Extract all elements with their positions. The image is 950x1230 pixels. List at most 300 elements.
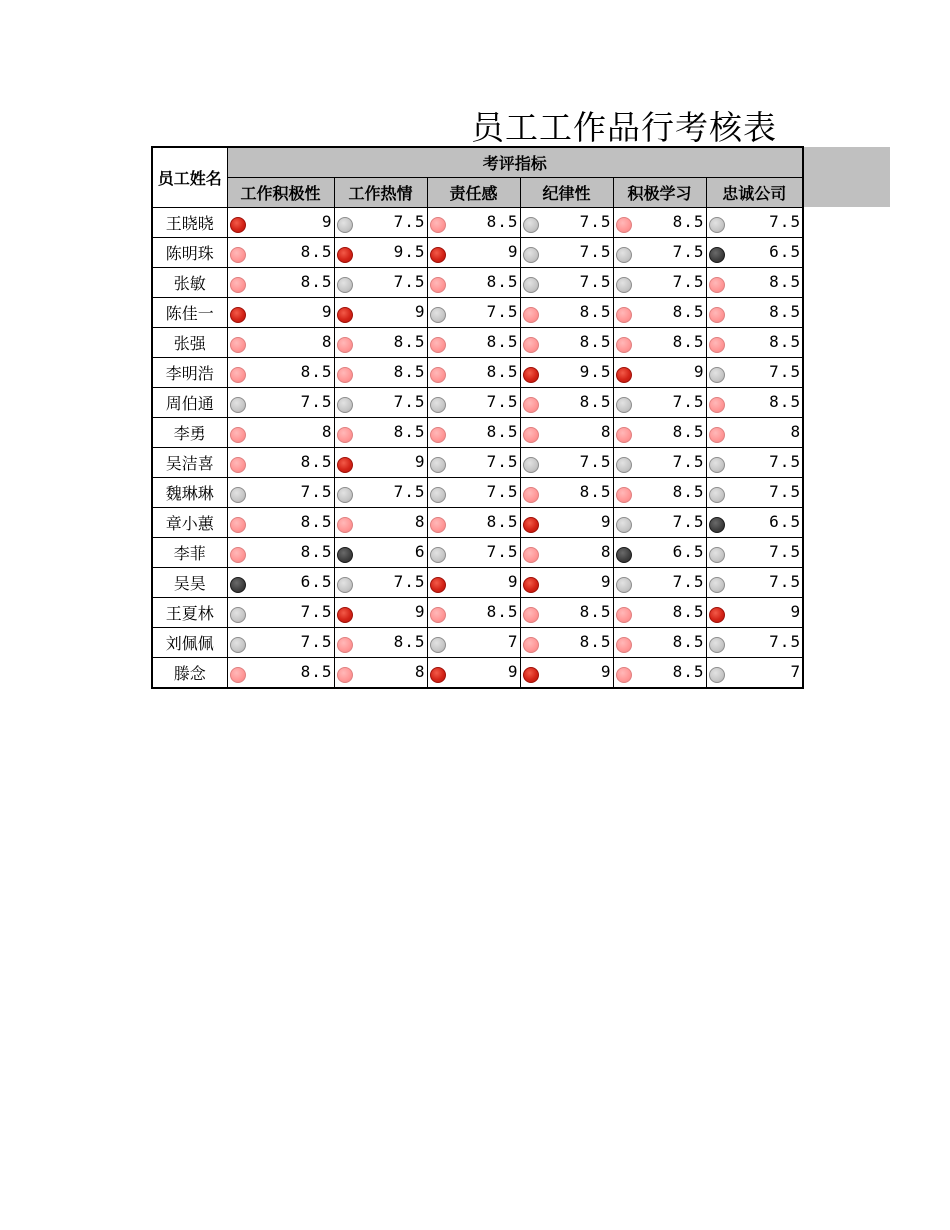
employee-name-cell[interactable]: 陈明珠 xyxy=(152,238,227,268)
score-value: 7.5 xyxy=(393,482,426,501)
score-cell[interactable] xyxy=(613,298,706,328)
score-cell[interactable] xyxy=(427,478,520,508)
score-cell[interactable] xyxy=(706,358,803,388)
rating-circle-icon xyxy=(430,547,446,563)
score-cell[interactable] xyxy=(334,358,427,388)
score-cell[interactable] xyxy=(227,628,334,658)
score-value: 7.5 xyxy=(579,452,612,471)
rating-circle-icon xyxy=(616,487,632,503)
score-cell[interactable] xyxy=(427,238,520,268)
score-value: 7.5 xyxy=(769,632,802,651)
criteria-column-header[interactable]: 工作积极性 xyxy=(227,178,334,208)
score-cell[interactable] xyxy=(706,658,803,689)
score-value: 8.5 xyxy=(393,422,426,441)
rating-circle-icon xyxy=(430,307,446,323)
table-row xyxy=(152,478,803,508)
rating-circle-icon xyxy=(523,487,539,503)
rating-circle-icon xyxy=(337,637,353,653)
employee-name-cell[interactable]: 刘佩佩 xyxy=(152,628,227,658)
table-row xyxy=(152,298,803,328)
score-value: 9 xyxy=(600,512,612,531)
score-value: 8.5 xyxy=(769,302,802,321)
score-cell[interactable] xyxy=(706,448,803,478)
score-cell[interactable] xyxy=(613,268,706,298)
score-cell[interactable] xyxy=(427,208,520,238)
rating-circle-icon xyxy=(616,667,632,683)
score-cell[interactable] xyxy=(706,568,803,598)
rating-circle-icon xyxy=(230,607,246,623)
rating-circle-icon xyxy=(616,517,632,533)
score-value: 8.5 xyxy=(300,512,333,531)
score-cell[interactable] xyxy=(706,388,803,418)
employee-name-cell[interactable]: 吴洁喜 xyxy=(152,448,227,478)
rating-circle-icon xyxy=(230,247,246,263)
score-value: 8.5 xyxy=(486,362,519,381)
score-value: 9 xyxy=(600,662,612,681)
score-cell[interactable] xyxy=(427,598,520,628)
score-value: 8.5 xyxy=(672,302,705,321)
rating-circle-icon xyxy=(337,607,353,623)
score-cell[interactable] xyxy=(520,358,613,388)
rating-circle-icon xyxy=(523,517,539,533)
score-cell[interactable] xyxy=(613,358,706,388)
score-value: 8.5 xyxy=(672,632,705,651)
score-value: 9 xyxy=(507,242,519,261)
criteria-column-header[interactable]: 积极学习 xyxy=(613,178,706,208)
employee-name-cell[interactable]: 张强 xyxy=(152,328,227,358)
score-cell[interactable] xyxy=(227,448,334,478)
rating-circle-icon xyxy=(430,277,446,293)
rating-circle-icon xyxy=(337,457,353,473)
rating-circle-icon xyxy=(430,607,446,623)
table-row xyxy=(152,628,803,658)
rating-circle-icon xyxy=(430,367,446,383)
rating-circle-icon xyxy=(230,517,246,533)
score-value: 7.5 xyxy=(486,452,519,471)
rating-circle-icon xyxy=(709,397,725,413)
score-cell[interactable] xyxy=(706,268,803,298)
rating-circle-icon xyxy=(230,547,246,563)
score-cell[interactable] xyxy=(334,298,427,328)
rating-circle-icon xyxy=(230,397,246,413)
score-value: 7.5 xyxy=(672,572,705,591)
score-cell[interactable] xyxy=(334,418,427,448)
score-value: 9 xyxy=(790,602,802,621)
score-cell[interactable] xyxy=(613,418,706,448)
score-value: 7.5 xyxy=(486,392,519,411)
score-value: 9 xyxy=(414,302,426,321)
score-cell[interactable] xyxy=(613,628,706,658)
table-row xyxy=(152,388,803,418)
rating-circle-icon xyxy=(523,607,539,623)
score-value: 8.5 xyxy=(300,452,333,471)
score-value: 7.5 xyxy=(769,482,802,501)
rating-circle-icon xyxy=(616,547,632,563)
score-cell[interactable] xyxy=(334,268,427,298)
score-cell[interactable] xyxy=(427,358,520,388)
score-value: 6.5 xyxy=(769,242,802,261)
score-cell[interactable] xyxy=(520,418,613,448)
score-cell[interactable] xyxy=(427,538,520,568)
rating-circle-icon xyxy=(616,217,632,233)
score-value: 8 xyxy=(414,662,426,681)
employee-name-cell[interactable]: 章小蕙 xyxy=(152,508,227,538)
score-cell[interactable] xyxy=(427,418,520,448)
score-cell[interactable] xyxy=(706,238,803,268)
employee-name-cell[interactable]: 王夏林 xyxy=(152,598,227,628)
score-cell[interactable] xyxy=(427,628,520,658)
table-row xyxy=(152,658,803,689)
score-cell[interactable] xyxy=(613,568,706,598)
score-cell[interactable] xyxy=(227,358,334,388)
score-value: 8.5 xyxy=(486,512,519,531)
score-cell[interactable] xyxy=(334,658,427,689)
rating-circle-icon xyxy=(430,667,446,683)
rating-circle-icon xyxy=(337,427,353,443)
score-value: 8 xyxy=(600,422,612,441)
score-value: 8.5 xyxy=(393,362,426,381)
score-cell[interactable] xyxy=(613,388,706,418)
score-cell[interactable] xyxy=(706,628,803,658)
score-cell[interactable] xyxy=(334,448,427,478)
score-cell[interactable] xyxy=(520,598,613,628)
score-value: 6.5 xyxy=(672,542,705,561)
score-cell[interactable] xyxy=(520,628,613,658)
score-value: 7.5 xyxy=(579,212,612,231)
rating-circle-icon xyxy=(337,487,353,503)
score-cell[interactable] xyxy=(334,238,427,268)
table-row xyxy=(152,508,803,538)
score-value: 7.5 xyxy=(672,512,705,531)
score-cell[interactable] xyxy=(706,418,803,448)
score-value: 8 xyxy=(600,542,612,561)
rating-circle-icon xyxy=(230,217,246,233)
rating-circle-icon xyxy=(430,217,446,233)
table-row xyxy=(152,448,803,478)
score-cell[interactable] xyxy=(520,478,613,508)
score-value: 9 xyxy=(321,302,333,321)
rating-circle-icon xyxy=(430,487,446,503)
rating-circle-icon xyxy=(709,307,725,323)
rating-circle-icon xyxy=(709,217,725,233)
score-cell[interactable] xyxy=(334,328,427,358)
score-value: 8.5 xyxy=(486,272,519,291)
score-value: 7.5 xyxy=(769,572,802,591)
rating-circle-icon xyxy=(230,667,246,683)
score-value: 8.5 xyxy=(486,212,519,231)
score-cell[interactable] xyxy=(427,448,520,478)
rating-circle-icon xyxy=(230,487,246,503)
score-value: 9 xyxy=(321,212,333,231)
score-value: 7.5 xyxy=(579,272,612,291)
score-value: 7 xyxy=(507,632,519,651)
score-value: 7.5 xyxy=(769,212,802,231)
score-cell[interactable] xyxy=(520,238,613,268)
score-cell[interactable] xyxy=(334,478,427,508)
employee-name-cell[interactable]: 魏琳琳 xyxy=(152,478,227,508)
rating-circle-icon xyxy=(616,427,632,443)
score-value: 8 xyxy=(321,422,333,441)
score-cell[interactable] xyxy=(227,478,334,508)
rating-circle-icon xyxy=(430,427,446,443)
score-value: 7.5 xyxy=(672,242,705,261)
employee-name-cell[interactable]: 李勇 xyxy=(152,418,227,448)
rating-circle-icon xyxy=(523,547,539,563)
score-value: 8.5 xyxy=(300,242,333,261)
score-value: 7.5 xyxy=(769,542,802,561)
rating-circle-icon xyxy=(230,427,246,443)
rating-circle-icon xyxy=(709,607,725,623)
rating-circle-icon xyxy=(709,487,725,503)
rating-circle-icon xyxy=(709,637,725,653)
score-cell[interactable] xyxy=(520,568,613,598)
rating-circle-icon xyxy=(230,367,246,383)
score-cell[interactable] xyxy=(227,238,334,268)
rating-circle-icon xyxy=(523,217,539,233)
rating-circle-icon xyxy=(230,577,246,593)
score-value: 8.5 xyxy=(579,632,612,651)
rating-circle-icon xyxy=(523,397,539,413)
rating-circle-icon xyxy=(709,247,725,263)
score-value: 9.5 xyxy=(579,362,612,381)
rating-circle-icon xyxy=(337,337,353,353)
score-cell[interactable] xyxy=(334,568,427,598)
score-value: 8.5 xyxy=(672,602,705,621)
table-row xyxy=(152,358,803,388)
score-value: 7.5 xyxy=(672,452,705,471)
score-cell[interactable] xyxy=(427,508,520,538)
score-cell[interactable] xyxy=(520,328,613,358)
rating-circle-icon xyxy=(430,247,446,263)
score-value: 7.5 xyxy=(300,392,333,411)
score-cell[interactable] xyxy=(334,538,427,568)
header-fill-extension xyxy=(802,147,890,207)
score-cell[interactable] xyxy=(706,538,803,568)
employee-name-cell[interactable]: 周伯通 xyxy=(152,388,227,418)
rating-circle-icon xyxy=(430,637,446,653)
score-value: 9 xyxy=(414,452,426,471)
score-cell[interactable] xyxy=(706,328,803,358)
score-value: 8.5 xyxy=(672,332,705,351)
score-value: 8.5 xyxy=(579,392,612,411)
rating-circle-icon xyxy=(616,337,632,353)
score-cell[interactable] xyxy=(613,598,706,628)
employee-name-cell[interactable]: 滕念 xyxy=(152,658,227,689)
rating-circle-icon xyxy=(523,637,539,653)
rating-circle-icon xyxy=(523,457,539,473)
score-cell[interactable] xyxy=(427,568,520,598)
rating-circle-icon xyxy=(616,397,632,413)
rating-circle-icon xyxy=(230,337,246,353)
score-value: 7.5 xyxy=(393,272,426,291)
rating-circle-icon xyxy=(709,667,725,683)
score-cell[interactable] xyxy=(227,388,334,418)
table-row xyxy=(152,208,803,238)
rating-circle-icon xyxy=(523,337,539,353)
rating-circle-icon xyxy=(616,277,632,293)
score-cell[interactable] xyxy=(227,568,334,598)
score-cell[interactable] xyxy=(334,508,427,538)
score-value: 7.5 xyxy=(672,392,705,411)
score-cell[interactable] xyxy=(613,448,706,478)
score-cell[interactable] xyxy=(427,298,520,328)
rating-circle-icon xyxy=(523,247,539,263)
employee-name-cell[interactable]: 张敏 xyxy=(152,268,227,298)
score-value: 8.5 xyxy=(300,662,333,681)
score-cell[interactable] xyxy=(227,658,334,689)
score-value: 8.5 xyxy=(672,482,705,501)
score-cell[interactable] xyxy=(227,508,334,538)
score-value: 8.5 xyxy=(486,602,519,621)
score-cell[interactable] xyxy=(613,658,706,689)
criteria-column-header[interactable]: 责任感 xyxy=(427,178,520,208)
criteria-group-header[interactable]: 考评指标 xyxy=(227,147,803,178)
score-cell[interactable] xyxy=(706,478,803,508)
rating-circle-icon xyxy=(337,247,353,263)
score-value: 8.5 xyxy=(300,272,333,291)
employee-name-cell[interactable]: 陈佳一 xyxy=(152,298,227,328)
score-value: 6 xyxy=(414,542,426,561)
score-value: 9 xyxy=(600,572,612,591)
score-value: 8.5 xyxy=(579,332,612,351)
score-value: 9 xyxy=(507,572,519,591)
score-value: 7.5 xyxy=(393,392,426,411)
score-cell[interactable] xyxy=(520,538,613,568)
score-value: 7.5 xyxy=(486,482,519,501)
employee-name-cell[interactable]: 王晓晓 xyxy=(152,208,227,238)
score-cell[interactable] xyxy=(613,238,706,268)
rating-circle-icon xyxy=(709,547,725,563)
score-cell[interactable] xyxy=(427,658,520,689)
rating-circle-icon xyxy=(523,367,539,383)
employee-name-cell[interactable]: 李明浩 xyxy=(152,358,227,388)
score-value: 7.5 xyxy=(393,572,426,591)
score-cell[interactable] xyxy=(520,388,613,418)
table-row xyxy=(152,568,803,598)
rating-circle-icon xyxy=(230,307,246,323)
score-cell[interactable] xyxy=(227,328,334,358)
rating-circle-icon xyxy=(616,247,632,263)
score-value: 8.5 xyxy=(300,362,333,381)
rating-circle-icon xyxy=(337,547,353,563)
criteria-column-header[interactable]: 纪律性 xyxy=(520,178,613,208)
score-value: 6.5 xyxy=(300,572,333,591)
rating-circle-icon xyxy=(523,427,539,443)
score-cell[interactable] xyxy=(520,508,613,538)
score-value: 8.5 xyxy=(393,632,426,651)
score-cell[interactable] xyxy=(613,508,706,538)
score-cell[interactable] xyxy=(613,328,706,358)
rating-circle-icon xyxy=(709,577,725,593)
score-cell[interactable] xyxy=(334,598,427,628)
rating-circle-icon xyxy=(337,217,353,233)
score-value: 7.5 xyxy=(769,452,802,471)
score-cell[interactable] xyxy=(613,478,706,508)
score-value: 6.5 xyxy=(769,512,802,531)
score-cell[interactable] xyxy=(427,328,520,358)
rating-circle-icon xyxy=(230,457,246,473)
score-value: 8 xyxy=(790,422,802,441)
score-cell[interactable] xyxy=(520,448,613,478)
criteria-column-header[interactable]: 忠诚公司 xyxy=(706,178,803,208)
score-cell[interactable] xyxy=(613,538,706,568)
employee-name-cell[interactable]: 李菲 xyxy=(152,538,227,568)
score-cell[interactable] xyxy=(334,628,427,658)
score-cell[interactable] xyxy=(706,508,803,538)
score-value: 8.5 xyxy=(769,332,802,351)
score-cell[interactable] xyxy=(613,208,706,238)
score-value: 7.5 xyxy=(300,632,333,651)
rating-circle-icon xyxy=(523,307,539,323)
rating-circle-icon xyxy=(709,457,725,473)
score-value: 8.5 xyxy=(300,542,333,561)
score-value: 8 xyxy=(321,332,333,351)
score-value: 8.5 xyxy=(672,212,705,231)
rating-circle-icon xyxy=(337,367,353,383)
score-cell[interactable] xyxy=(520,268,613,298)
table-row xyxy=(152,238,803,268)
table-row xyxy=(152,328,803,358)
score-cell[interactable] xyxy=(520,208,613,238)
table-row xyxy=(152,418,803,448)
rating-circle-icon xyxy=(709,277,725,293)
score-value: 7.5 xyxy=(579,242,612,261)
rating-circle-icon xyxy=(430,337,446,353)
employee-name-cell[interactable]: 吴昊 xyxy=(152,568,227,598)
score-cell[interactable] xyxy=(227,268,334,298)
criteria-column-header[interactable]: 工作热情 xyxy=(334,178,427,208)
score-cell[interactable] xyxy=(520,658,613,689)
rating-circle-icon xyxy=(430,457,446,473)
rating-circle-icon xyxy=(430,517,446,533)
rating-circle-icon xyxy=(430,397,446,413)
rating-circle-icon xyxy=(230,637,246,653)
rating-circle-icon xyxy=(430,577,446,593)
rating-circle-icon xyxy=(230,277,246,293)
employee-name-header[interactable]: 员工姓名 xyxy=(152,147,227,208)
score-value: 8.5 xyxy=(579,482,612,501)
score-value: 7.5 xyxy=(393,212,426,231)
rating-circle-icon xyxy=(523,577,539,593)
score-cell[interactable] xyxy=(706,208,803,238)
score-value: 8.5 xyxy=(769,272,802,291)
score-cell[interactable] xyxy=(227,298,334,328)
score-cell[interactable] xyxy=(227,598,334,628)
score-cell[interactable] xyxy=(706,298,803,328)
rating-circle-icon xyxy=(337,667,353,683)
score-value: 9 xyxy=(507,662,519,681)
score-value: 8.5 xyxy=(579,602,612,621)
score-cell[interactable] xyxy=(520,298,613,328)
score-value: 8 xyxy=(414,512,426,531)
score-cell[interactable] xyxy=(706,598,803,628)
rating-circle-icon xyxy=(616,307,632,323)
rating-circle-icon xyxy=(616,577,632,593)
score-value: 8.5 xyxy=(672,662,705,681)
score-cell[interactable] xyxy=(334,388,427,418)
rating-circle-icon xyxy=(709,517,725,533)
score-value: 8.5 xyxy=(672,422,705,441)
sheet-title: 员工工作品行考核表 xyxy=(471,108,777,147)
score-cell[interactable] xyxy=(427,268,520,298)
score-cell[interactable] xyxy=(227,418,334,448)
score-cell[interactable] xyxy=(427,388,520,418)
score-cell[interactable] xyxy=(227,208,334,238)
rating-circle-icon xyxy=(337,307,353,323)
score-cell[interactable] xyxy=(334,208,427,238)
score-cell[interactable] xyxy=(227,538,334,568)
rating-circle-icon xyxy=(337,577,353,593)
